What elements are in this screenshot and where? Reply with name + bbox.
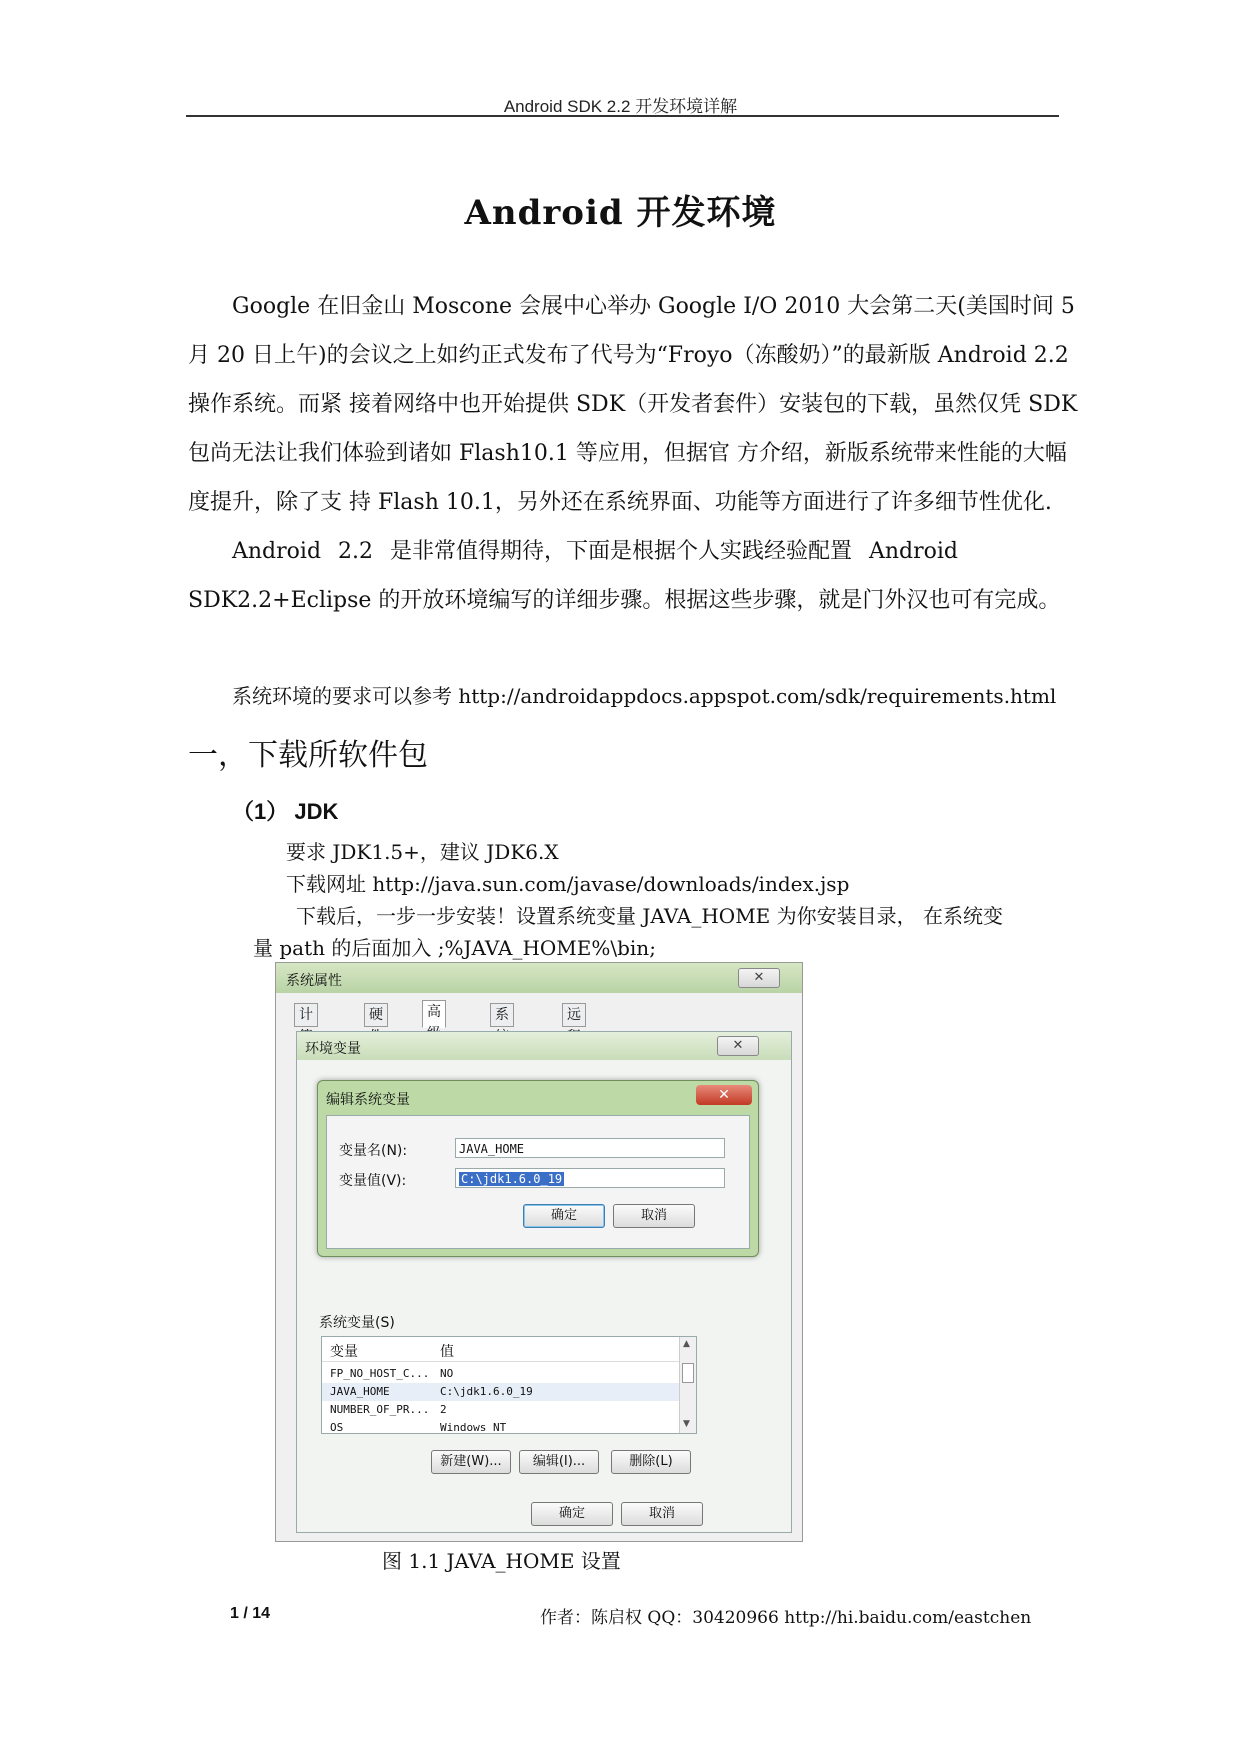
author-footer: 作者：陈启权 QQ：30420966 http://hi.baidu.com/eastchen [540, 1608, 1032, 1628]
edit-system-variable-dialog [317, 1080, 759, 1257]
sub-heading-jdk: （1） JDK [232, 799, 339, 824]
column-variable: 变量 [330, 1344, 358, 1360]
paragraph-line: SDK2.2+Eclipse 的开放环境编写的详细步骤。根据这些步骤，就是门外汉也可有完成。 [188, 588, 1061, 613]
list-scrollbar[interactable] [679, 1337, 696, 1433]
environment-variables-window [296, 1031, 792, 1533]
variable-value: Windows_NT [440, 1421, 507, 1434]
variable-name: OS [330, 1421, 344, 1434]
paragraph-line: Google 在旧金山 Moscone 会展中心举办 Google I/O 2010 大会第二天(美国时间 5 [232, 294, 1075, 319]
close-icon[interactable]: ✕ [717, 1036, 759, 1056]
system-variables-label: 系统变量(S) [319, 1315, 395, 1331]
column-value: 值 [440, 1344, 454, 1360]
environment-variables-title: 环境变量 [305, 1041, 361, 1057]
system-properties-titlebar [276, 963, 802, 993]
variable-name-input[interactable]: JAVA_HOME [455, 1138, 725, 1158]
cancel-button[interactable]: 取消 [613, 1204, 695, 1228]
paragraph-line: Android 2.2 是非常值得期待，下面是根据个人实践经验配置 Android [232, 539, 959, 564]
second-paragraph [188, 527, 1061, 625]
jdk-path-instruction: 量 path 的后面加入 ;%JAVA_HOME%\bin; [253, 936, 656, 960]
tab-computer-name[interactable]: 计 [294, 1003, 318, 1027]
tab-system-protection[interactable]: 系 [490, 1003, 514, 1027]
figure-caption: 图 1.1 JAVA_HOME 设置 [382, 1549, 621, 1573]
variable-value-input[interactable] [455, 1168, 725, 1188]
ok-button[interactable]: 确定 [531, 1502, 613, 1526]
scroll-down-icon[interactable]: ▼ [683, 1419, 690, 1429]
variable-name: FP_NO_HOST_C... [330, 1367, 430, 1380]
environment-variables-titlebar [297, 1032, 791, 1060]
edit-variable-button[interactable]: 编辑(I)... [519, 1450, 599, 1474]
section-heading: 一，下载所软件包 [188, 738, 428, 773]
running-header: Android SDK 2.2 开发环境详解 [503, 97, 738, 116]
tab-hardware[interactable]: 硬 [364, 1003, 388, 1027]
jdk-download-url: 下载网址 http://java.sun.com/javase/downloads/index.jsp [286, 872, 850, 896]
table-row[interactable] [322, 1419, 680, 1434]
new-variable-button[interactable]: 新建(W)... [431, 1450, 511, 1474]
jdk-install-instruction: 下载后，一步一步安装！设置系统变量 JAVA_HOME 为你安装目录， 在系统变 [296, 904, 1003, 928]
ok-button[interactable]: 确定 [523, 1204, 605, 1228]
table-row[interactable] [322, 1401, 680, 1419]
variable-name: JAVA_HOME [330, 1385, 390, 1398]
requirements-link-line: 系统环境的要求可以参考 http://androidappdocs.appspot.com/sdk/requirements.html [232, 684, 1057, 708]
variable-value: 2 [440, 1403, 447, 1416]
header-rule [186, 115, 1059, 117]
page-number: 1 / 14 [230, 1605, 271, 1622]
tab-advanced[interactable]: 高 [422, 1000, 446, 1028]
java-home-screenshot [275, 962, 803, 1542]
variable-name: NUMBER_OF_PR... [330, 1403, 430, 1416]
variable-name-label: 变量名(N): [339, 1143, 408, 1159]
paragraph-line: 包尚无法让我们体验到诸如 Flash10.1 等应用，但据官 方介绍，新版系统带来性能的大幅 [188, 441, 1067, 466]
scroll-up-icon[interactable]: ▲ [683, 1339, 690, 1349]
edit-dialog-title: 编辑系统变量 [326, 1092, 410, 1108]
paragraph-line: 度提升，除了支 持 Flash 10.1，另外还在系统界面、功能等方面进行了许多细节性优化. [188, 490, 1052, 515]
table-row[interactable] [322, 1365, 680, 1383]
list-header [322, 1337, 680, 1362]
tab-remote[interactable]: 远 [562, 1003, 586, 1027]
paragraph-line: 月 20 日上午)的会议之上如约正式发布了代号为“Froyo（冻酸奶）”的最新版 Android 2.2 [188, 343, 1069, 368]
system-variables-list[interactable] [321, 1336, 697, 1434]
paragraph-line: 操作系统。而紧 接着网络中也开始提供 SDK（开发者套件）安装包的下载，虽然仅凭 SDK [188, 392, 1078, 417]
cancel-button[interactable]: 取消 [621, 1502, 703, 1526]
intro-paragraph [188, 282, 1078, 527]
variable-value-label: 变量值(V): [339, 1173, 407, 1189]
jdk-requirement: 要求 JDK1.5+，建议 JDK6.X [286, 840, 559, 864]
scroll-thumb[interactable] [682, 1363, 694, 1383]
close-icon[interactable]: ✕ [696, 1085, 752, 1105]
selected-text: C:\jdk1.6.0_19 [461, 1172, 563, 1186]
table-row[interactable] [322, 1383, 680, 1401]
delete-variable-button[interactable]: 删除(L) [611, 1450, 691, 1474]
variable-value: C:\jdk1.6.0_19 [440, 1385, 533, 1398]
system-properties-title: 系统属性 [286, 973, 342, 989]
variable-value: NO [440, 1367, 454, 1380]
document-title: Android 开发环境 [464, 193, 777, 233]
close-icon[interactable]: ✕ [738, 968, 780, 988]
edit-dialog-body [326, 1115, 750, 1249]
